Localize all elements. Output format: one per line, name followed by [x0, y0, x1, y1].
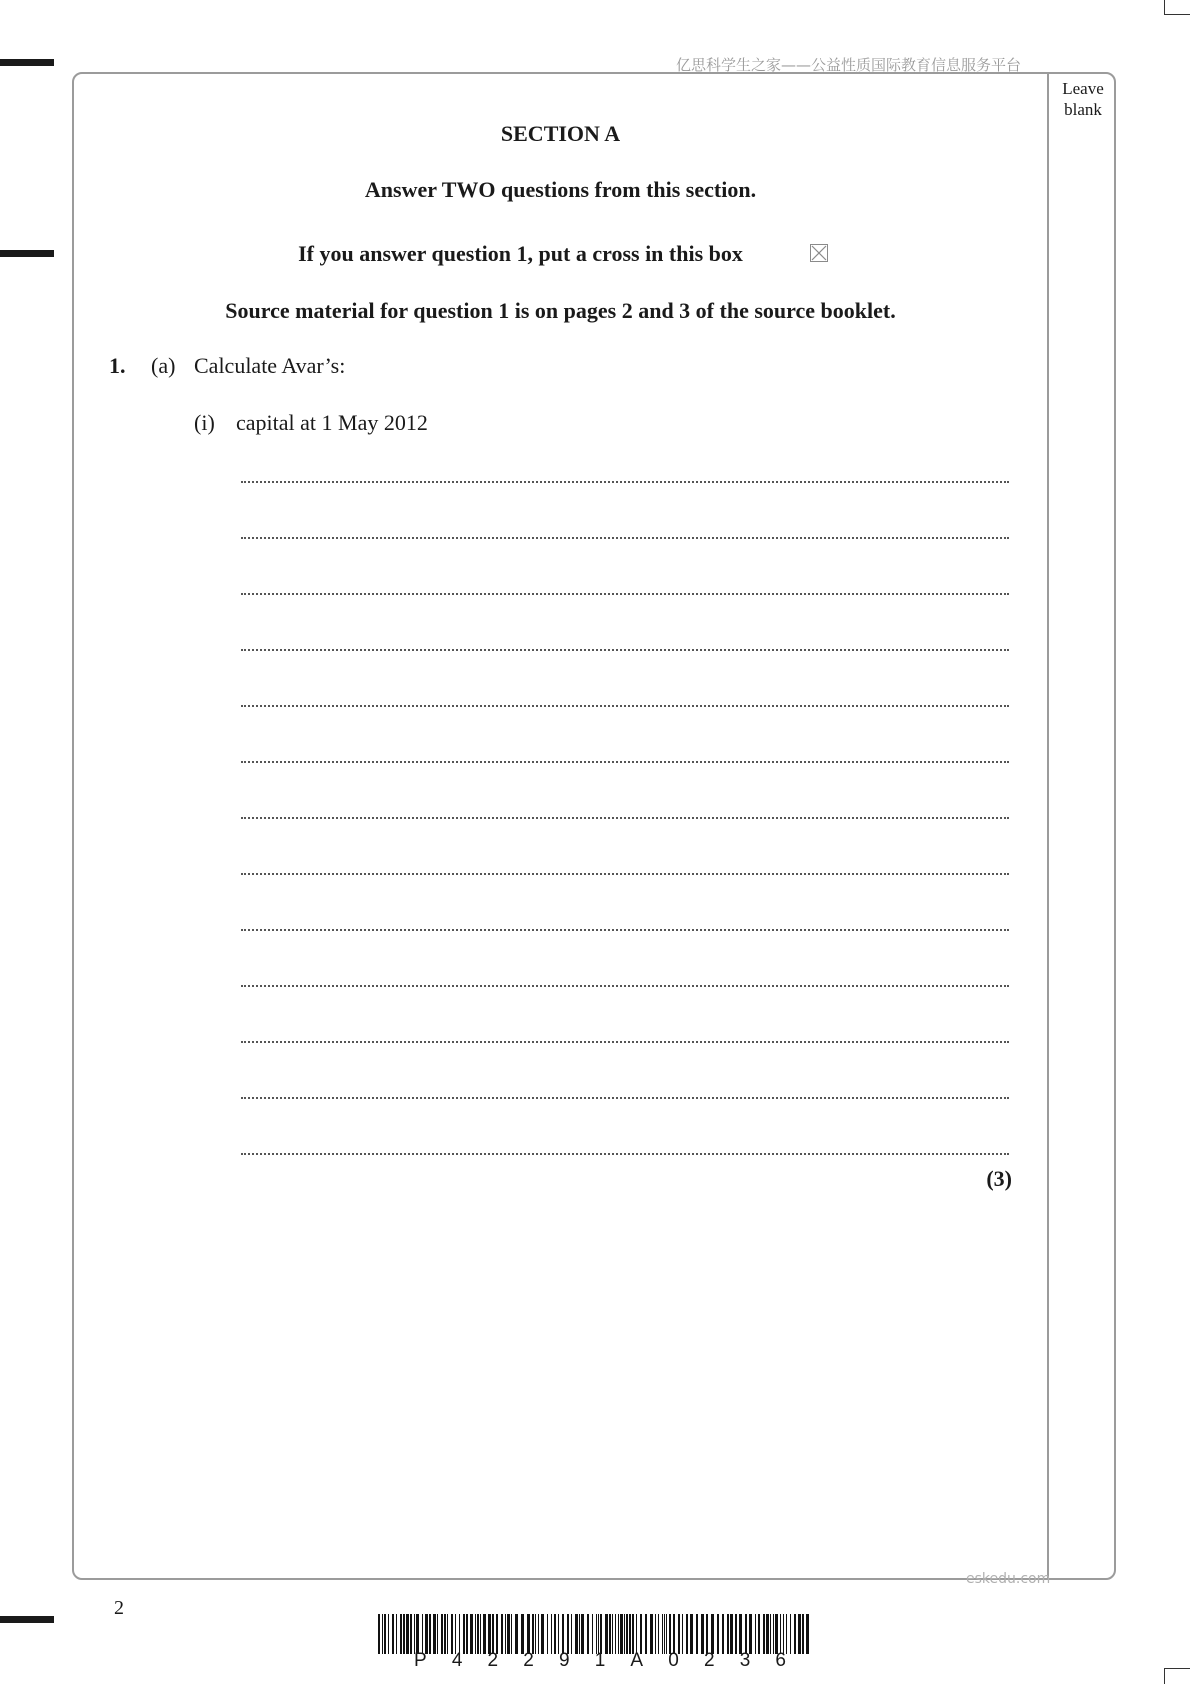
answer-line[interactable]: [241, 593, 1009, 595]
subpart-text: capital at 1 May 2012: [236, 410, 428, 435]
barcode-bar: [437, 1614, 438, 1654]
barcode-bar: [690, 1614, 693, 1654]
answer-line[interactable]: [241, 1153, 1009, 1155]
answer-line[interactable]: [241, 649, 1009, 651]
barcode-bar: [459, 1614, 460, 1654]
barcode-bar: [527, 1614, 530, 1654]
barcode-bar: [532, 1614, 534, 1654]
barcode-character: 9: [558, 1650, 570, 1671]
barcode-bar: [722, 1614, 724, 1654]
answer-line[interactable]: [241, 761, 1009, 763]
barcode-bar: [575, 1614, 578, 1654]
subpart-number: (i): [194, 410, 215, 435]
barcode-bar: [655, 1614, 656, 1654]
barcode-bar: [609, 1614, 611, 1654]
barcode-bar: [727, 1614, 729, 1654]
header-watermark: 亿思科学生之家——公益性质国际教育信息服务平台: [676, 56, 1022, 74]
cross-instruction: [74, 241, 1047, 267]
barcode-bar: [538, 1614, 539, 1654]
barcode-bar: [447, 1614, 448, 1654]
answer-line[interactable]: [241, 705, 1009, 707]
barcode-bar: [650, 1614, 653, 1654]
barcode-bar: [410, 1614, 412, 1654]
question-part: (a): [151, 353, 176, 378]
barcode-bar: [562, 1614, 564, 1654]
barcode-bar: [425, 1614, 428, 1654]
barcode-bar: [706, 1614, 708, 1654]
leave-blank-line1: Leave: [1062, 79, 1104, 98]
barcode-bar: [717, 1614, 719, 1654]
barcode-bar: [620, 1614, 623, 1654]
barcode-bar: [636, 1614, 637, 1654]
barcode-bar: [598, 1614, 599, 1654]
barcode-bar: [551, 1614, 552, 1654]
barcode-bar: [701, 1614, 704, 1654]
barcode-bar: [645, 1614, 647, 1654]
barcode-bar: [441, 1614, 443, 1654]
barcode-bar: [581, 1614, 584, 1654]
barcode-character: 6: [775, 1650, 786, 1671]
barcode-bar: [384, 1614, 386, 1654]
barcode-bar: [554, 1614, 556, 1654]
barcode-bar: [451, 1614, 453, 1654]
barcode-bar: [558, 1614, 559, 1654]
barcode-bar: [745, 1614, 747, 1654]
barcode-bar: [480, 1614, 481, 1654]
barcode-bar: [587, 1614, 589, 1654]
barcode-bar: [739, 1614, 742, 1654]
footer-watermark: eskedu.com: [966, 1571, 1051, 1587]
barcode-bar: [775, 1614, 778, 1654]
barcode-bar: [429, 1614, 431, 1654]
barcode-character: 4: [451, 1650, 463, 1671]
barcode-bar: [507, 1614, 510, 1654]
barcode-character: P: [414, 1650, 427, 1671]
barcode-bar: [612, 1614, 613, 1654]
barcode-bar: [640, 1614, 642, 1654]
barcode-bar: [547, 1614, 548, 1654]
question-prompt: Calculate Avar’s:: [194, 353, 346, 378]
barcode-bar: [618, 1614, 619, 1654]
answer-line[interactable]: [241, 817, 1009, 819]
barcode-bar: [567, 1614, 569, 1654]
crop-mark: [1164, 14, 1190, 15]
barcode-bar: [626, 1614, 628, 1654]
barcode-character: A: [630, 1650, 644, 1671]
barcode-bar: [579, 1614, 580, 1654]
answer-line[interactable]: [241, 1097, 1009, 1099]
barcode-bar: [632, 1614, 634, 1654]
crop-mark: [1164, 0, 1165, 14]
barcode-bar: [600, 1614, 602, 1654]
barcode-bar: [773, 1614, 774, 1654]
section-instruction: Answer TWO questions from this section.: [364, 177, 757, 202]
barcode-bar: [763, 1614, 765, 1654]
barcode-text: [414, 1650, 786, 1672]
registration-mark: [0, 59, 54, 66]
barcode-bar: [521, 1614, 524, 1654]
answer-line[interactable]: [241, 873, 1009, 875]
barcode-bar: [678, 1614, 680, 1654]
barcode-bar: [488, 1614, 491, 1654]
barcode-bar: [758, 1614, 760, 1654]
answer-line[interactable]: [241, 537, 1009, 539]
barcode-character: 3: [739, 1650, 751, 1671]
barcode-character: 0: [668, 1650, 679, 1671]
barcode-bar: [403, 1614, 405, 1654]
barcode-bar: [780, 1614, 781, 1654]
barcode-bar: [388, 1614, 389, 1654]
barcode-character: 2: [487, 1650, 499, 1671]
barcode-bar: [463, 1614, 465, 1654]
barcode-bar: [615, 1614, 616, 1654]
barcode-bar: [755, 1614, 756, 1654]
answer-line[interactable]: [241, 985, 1009, 987]
barcode-bar: [422, 1614, 423, 1654]
barcode-bar: [711, 1614, 714, 1654]
barcode-bar: [770, 1614, 771, 1654]
barcode-bar: [492, 1614, 494, 1654]
barcode-bar: [806, 1614, 809, 1654]
barcode-bar: [696, 1614, 698, 1654]
barcode-bar: [406, 1614, 409, 1654]
barcode-bar: [730, 1614, 733, 1654]
barcode-bar: [666, 1614, 667, 1654]
barcode-bar: [669, 1614, 671, 1654]
section-title: SECTION A: [500, 121, 621, 146]
barcode-bar: [802, 1614, 804, 1654]
registration-mark: [0, 1616, 54, 1623]
barcode-bar: [682, 1614, 683, 1654]
barcode-bar: [444, 1614, 446, 1654]
barcode-character: 2: [523, 1650, 534, 1671]
barcode-bar: [470, 1614, 473, 1654]
barcode-bar: [790, 1614, 791, 1654]
barcode-bar: [624, 1614, 625, 1654]
barcode-bar: [592, 1614, 593, 1654]
marks-label: (3): [986, 1166, 1012, 1191]
barcode-bar: [629, 1614, 631, 1654]
barcode-bar: [477, 1614, 479, 1654]
barcode-bar: [664, 1614, 665, 1654]
leave-blank-line2: blank: [1064, 100, 1102, 119]
barcode-bar: [783, 1614, 784, 1654]
barcode-bar: [686, 1614, 688, 1654]
barcode-bar: [535, 1614, 536, 1654]
margin-rule: [1047, 73, 1049, 1579]
barcode-bar: [400, 1614, 402, 1654]
barcode-bar: [571, 1614, 572, 1654]
barcode: [378, 1614, 810, 1654]
page-number: 2: [114, 1597, 124, 1619]
barcode-bar: [798, 1614, 801, 1654]
barcode-bar: [541, 1614, 544, 1654]
barcode-bar: [605, 1614, 608, 1654]
barcode-character: 1: [594, 1650, 606, 1671]
barcode-bar: [414, 1614, 415, 1654]
barcode-bar: [455, 1614, 456, 1654]
answer-line[interactable]: [241, 481, 1009, 483]
crop-mark: [1164, 1668, 1165, 1684]
source-note: Source material for question 1 is on pages 2 and 3 of the source booklet.: [225, 298, 896, 323]
barcode-bar: [749, 1614, 752, 1654]
leave-blank-label: [1052, 78, 1114, 120]
barcode-bar: [466, 1614, 468, 1654]
barcode-bar: [673, 1614, 675, 1654]
barcode-bar: [382, 1614, 383, 1654]
cross-instruction-text: If you answer question 1, put a cross in this box: [298, 241, 743, 266]
barcode-bar: [658, 1614, 659, 1654]
question-number: 1.: [109, 353, 126, 378]
barcode-character: 2: [703, 1650, 715, 1671]
crop-mark: [1164, 1668, 1190, 1669]
barcode-bar: [501, 1614, 503, 1654]
barcode-bar: [794, 1614, 796, 1654]
answer-line[interactable]: [241, 929, 1009, 931]
barcode-bar: [515, 1614, 518, 1654]
barcode-bar: [392, 1614, 394, 1654]
question-1-checkbox[interactable]: [810, 244, 828, 262]
barcode-bar: [378, 1614, 380, 1654]
registration-mark: [0, 250, 54, 257]
barcode-bar: [505, 1614, 506, 1654]
barcode-bar: [416, 1614, 419, 1654]
answer-line[interactable]: [241, 1041, 1009, 1043]
barcode-bar: [786, 1614, 787, 1654]
barcode-bar: [766, 1614, 769, 1654]
barcode-bar: [735, 1614, 737, 1654]
barcode-bar: [662, 1614, 663, 1654]
barcode-bar: [433, 1614, 436, 1654]
cross-icon: [811, 245, 827, 261]
barcode-bar: [483, 1614, 486, 1654]
barcode-bar: [396, 1614, 397, 1654]
barcode-bar: [475, 1614, 476, 1654]
barcode-bar: [496, 1614, 498, 1654]
barcode-bar: [596, 1614, 597, 1654]
barcode-bar: [511, 1614, 512, 1654]
